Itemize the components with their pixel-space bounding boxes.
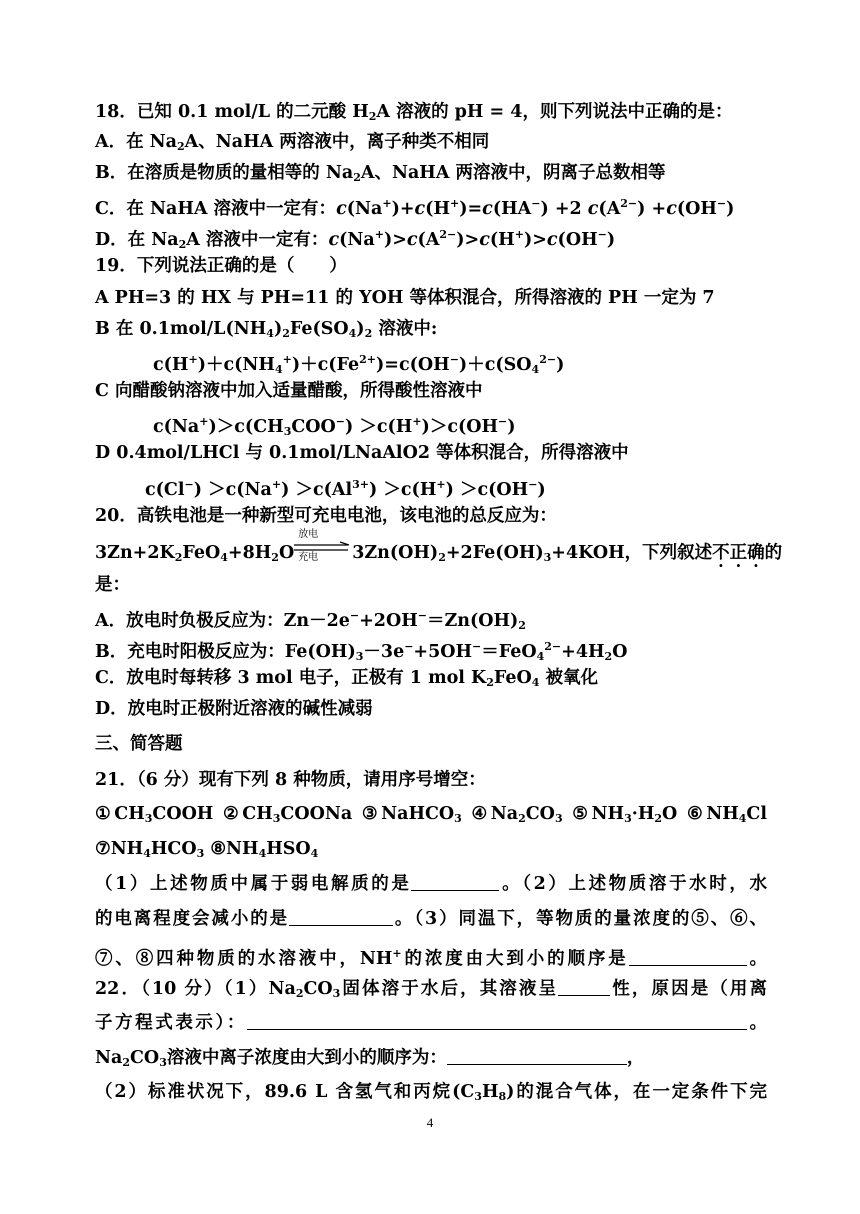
q18-stem: 18．已知 0.1 mol/L 的二元酸 $H_2A$ 溶液的 pH = 4，则下列说法中正确的是： bbox=[95, 102, 733, 123]
q20-equation-tail: 是： bbox=[95, 575, 130, 595]
q19-option-d: D 0.4mol/LHCl 与 0.1mol/LNaAlO2 等体积混合，所得溶液中 bbox=[95, 443, 629, 463]
q19-option-d-equation: $c(Cl^-) >c(Na^+) >c(Al^{3+}) >c(H^+) >c(OH^-)$ bbox=[145, 478, 546, 500]
q20-option-d: D．放电时正极附近溶液的碱性减弱 bbox=[95, 699, 373, 719]
q20-option-a: A．放电时负极反应为：$Zn-2e^-+2OH^-=Zn(OH)_2$ bbox=[95, 609, 526, 632]
q18-option-a: A．在 $Na_2A$、NaHA 两溶液中，离子种类不相同 bbox=[95, 132, 490, 153]
q20-equation: $3Zn+2K_2FeO_4+8H_2O$ 放电 充电 $3Zn(OH)_2+2Fe(OH)_3+4KOH$，下列叙述不正确的 bbox=[95, 529, 783, 564]
page-number: 4 bbox=[426, 1115, 434, 1130]
section-heading: 三、简答题 bbox=[95, 734, 183, 754]
q19-option-b-equation: $c(H^+)+c(NH_4^+)+c(Fe^{2+})=c(OH^-)+c(SO_4^{2-})$ bbox=[153, 353, 565, 376]
q21-part1: （1）上述物质中属于弱电解质的是 。（2）上述物质溶于水时，水 bbox=[95, 874, 767, 894]
q19-stem: 19．下列说法正确的是（ ） bbox=[95, 256, 347, 276]
q21-part2: 的电离程度会减小的是 。（3）同温下，等物质的量浓度的⑤、⑥、 bbox=[95, 909, 767, 929]
emphasis-correct-1: 正 bbox=[729, 543, 748, 563]
q21-substances-line2: $⑦NH_4HCO_3$ $⑧NH_4HSO_4$ bbox=[95, 839, 319, 860]
q21-substances-line1: $①CH_3COOH$ $②CH_3COONa$ ③NaHCO$_3$ $④Na_2CO_3$ $⑤NH_3\cdot H_2O$ $⑥NH_4Cl$ bbox=[95, 804, 767, 825]
q19-option-a: A PH=3 的 HX 与 PH=11 的 YOH 等体积混合，所得溶液的 PH 一定为 7 bbox=[95, 288, 715, 308]
q18-option-b: B．在溶质是物质的量相等的 $Na_2A$、NaHA 两溶液中，阴离子总数相等 bbox=[95, 163, 666, 184]
q22-line3: $Na_2CO_3$溶液中离子浓度由大到小的顺序为： ， bbox=[95, 1048, 645, 1069]
q20-stem: 20．高铁电池是一种新型可充电电池，该电池的总反应为： bbox=[95, 506, 557, 526]
q21-part3: ⑦、⑧四种物质的水溶液中，NH+的浓度由大到小的顺序是 。 bbox=[95, 947, 767, 969]
emphasis-not: 不 bbox=[712, 543, 730, 563]
q20-option-c: C．放电时每转移 3 mol 电子，正极有 1 mol $K_2FeO_4$ 被氧化 bbox=[95, 668, 598, 689]
reversible-arrow: 放电 充电 bbox=[294, 538, 352, 560]
q22-line2: 子方程式表示）： 。 bbox=[95, 1013, 768, 1033]
q22-line1: 22．（10 分）$(1)Na_2CO_3$固体溶于水后，其溶液呈 性，原因是（用离 bbox=[95, 979, 768, 1000]
q19-option-c: C 向醋酸钠溶液中加入适量醋酸，所得酸性溶液中 bbox=[95, 381, 483, 401]
q21-stem: 21．（6 分）现有下列 8 种物质，请用序号增空： bbox=[95, 770, 486, 790]
q19-option-b: B 在 $0.1mol/L(NH_4)_2Fe(SO_4)_2$ 溶液中: bbox=[95, 319, 438, 340]
answer-blank-3[interactable] bbox=[629, 949, 747, 966]
answer-blank-4[interactable] bbox=[558, 979, 610, 996]
q20-option-b: B．充电时阳极反应为：$Fe(OH)_3-3e^-+5OH^-=FeO_4^{2-}+4H_2O$ bbox=[95, 640, 628, 663]
answer-blank-5[interactable] bbox=[247, 1013, 747, 1030]
q22-line4: （2）标准状况下，89.6 L 含氢气和丙烷$(C_3H_8)$的混合气体，在一定条件下完 bbox=[95, 1082, 768, 1103]
emphasis-correct-2: 确 bbox=[747, 543, 765, 563]
q18-option-c: C．在 NaHA 溶液中一定有：c(Na+)+c(H+)=c(HA−) +2 $c(A^{2-}) +c(OH^-)$ bbox=[95, 197, 735, 219]
answer-blank-1[interactable] bbox=[411, 874, 499, 891]
q18-option-d: D．在 $Na_2A$ 溶液中一定有：$c(Na^+)>c(A^{2-})>c(H^+)>c(OH^-)$ bbox=[95, 228, 616, 251]
answer-blank-2[interactable] bbox=[289, 909, 393, 926]
q19-option-c-equation: $c(Na^+)>c(CH_3COO^-) >c(H^+)>c(OH^-)$ bbox=[153, 415, 516, 438]
answer-blank-6[interactable] bbox=[447, 1048, 627, 1065]
